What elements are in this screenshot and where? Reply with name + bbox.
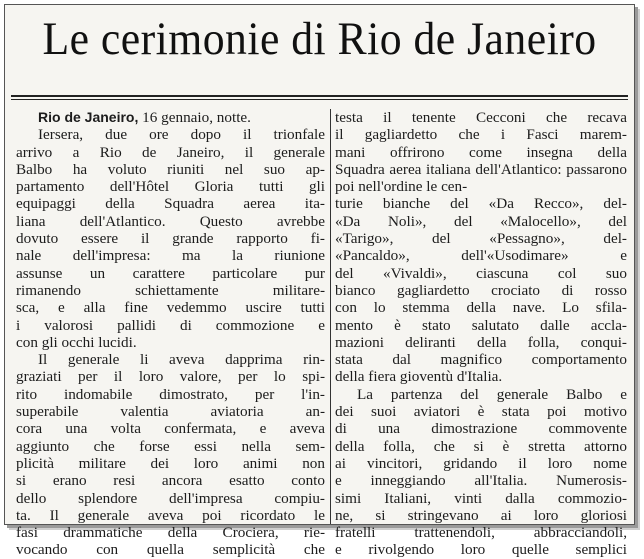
- text-line: fratelli trattenendoli, abbracciandoli,: [335, 524, 627, 542]
- text-line: si erano resi ancora esatto conto: [16, 472, 325, 490]
- text-line: Il generale li aveva dapprima rin-: [38, 351, 325, 369]
- text-line: aggiunto che forse essi nella sem-: [16, 437, 325, 455]
- left-column: [16, 109, 325, 559]
- text-line: plicità militare dei loro animi non: [16, 454, 325, 472]
- headline-rule-thin: [11, 99, 628, 100]
- text-line: fasi drammatiche della Crociera, rie-: [16, 524, 325, 542]
- text-line: graziati per il loro valore, per lo spi-: [16, 368, 325, 386]
- text-line: dello splendore dell'impresa compiu-: [16, 489, 325, 507]
- text-line: Iersera, due ore dopo il trionfale: [38, 126, 325, 144]
- text-line: mento è stato salutato dalle accla-: [335, 316, 627, 334]
- text-line: liana dell'Atlantico. Questo avrebbe: [16, 212, 325, 230]
- text-line: del «Vivaldi», ciascuna col suo: [335, 264, 627, 282]
- text-line: superabile valentia aviatoria an-: [16, 403, 325, 421]
- text-line: simi Italiani, vinti dalla commozio-: [335, 489, 627, 507]
- text-line: rimanendo schiettamente militare-: [16, 281, 325, 299]
- text-line: assunse un carattere particolare pur: [16, 264, 325, 282]
- text-line: della folla, che si è stretta attorno: [335, 437, 627, 455]
- text-line: mazioni deliranti della folla, conqui-: [335, 333, 627, 351]
- newspaper-clipping: [4, 4, 635, 559]
- text-line: stata dal magnifico comportamento: [335, 351, 627, 369]
- text-line: «Tarigo», del «Pessagno», del-: [335, 230, 627, 248]
- text-line: e rivolgendo loro quelle semplici: [335, 541, 627, 559]
- text-line: mani offrirono come insegna della: [335, 143, 627, 161]
- text-line: arrivo a Rio de Janeiro, il generale: [16, 143, 325, 161]
- text-line: ai vincitori, gridando il loro nome: [335, 454, 627, 472]
- text-line: testa il tenente Cecconi che recava: [335, 109, 627, 126]
- text-line: bianco gagliardetto crociato di rosso: [335, 281, 627, 299]
- text-line: equipaggi della Squadra aerea ita-: [16, 195, 325, 213]
- text-line: ta. Il generale aveva poi ricordato le: [16, 506, 325, 524]
- text-line: i valorosi pallidi di commozione e: [16, 316, 325, 334]
- text-line: nale dell'impresa: ma la riunione: [16, 247, 325, 265]
- text-line: Balbo ha voluto riuniti nel suo ap-: [16, 160, 325, 178]
- text-line: ne, si stringevano ai loro gloriosi: [335, 506, 627, 524]
- text-line: con lo stemma della nave. Lo sfila-: [335, 299, 627, 317]
- text-line: sca, e alla fine vedemmo uscire tutti: [16, 299, 325, 317]
- column-divider: [330, 109, 331, 524]
- text-line: partamento dell'Hôtel Gloria tutti gli: [16, 178, 325, 196]
- text-line: turie bianche del «Da Recco», del-: [335, 195, 627, 213]
- text-line: e inneggiando all'Italia. Numerosis-: [335, 472, 627, 490]
- text-line: di una dimostrazione commovente: [335, 420, 627, 438]
- text-line: con gli occhi lucidi.: [16, 333, 137, 351]
- dateline-date: 16 gennaio, notte.: [142, 109, 251, 126]
- text-line: dovuto essere il grande rapporto fi-: [16, 230, 325, 248]
- text-line: «Da Noli», del «Malocello», del: [335, 212, 627, 230]
- right-column: [335, 109, 627, 559]
- text-line: Squadra aerea italiana dell'Atlantico: passarono poi nell'ordine le cen-: [335, 160, 627, 196]
- text-line: cora una volta confermata, e aveva: [16, 420, 325, 438]
- headline-rule: [11, 95, 628, 97]
- text-line: rito indomabile dimostrato, per l'in-: [16, 385, 325, 403]
- text-line: dei suoi aviatori è stata poi motivo: [335, 403, 627, 421]
- dateline: [16, 109, 325, 126]
- text-line: La partenza del generale Balbo e: [357, 385, 627, 403]
- headline: Le cerimonie di Rio de Janeiro: [42, 13, 597, 65]
- dateline-place: Rio de Janeiro,: [38, 109, 139, 125]
- text-line: vocando con quella semplicità che: [16, 541, 325, 559]
- text-line: della fiera gioventù d'Italia.: [335, 368, 503, 386]
- text-line: il gagliardetto che i Fasci marem-: [335, 126, 627, 144]
- text-line: «Pancaldo», dell'«Usodimare» e: [335, 247, 627, 265]
